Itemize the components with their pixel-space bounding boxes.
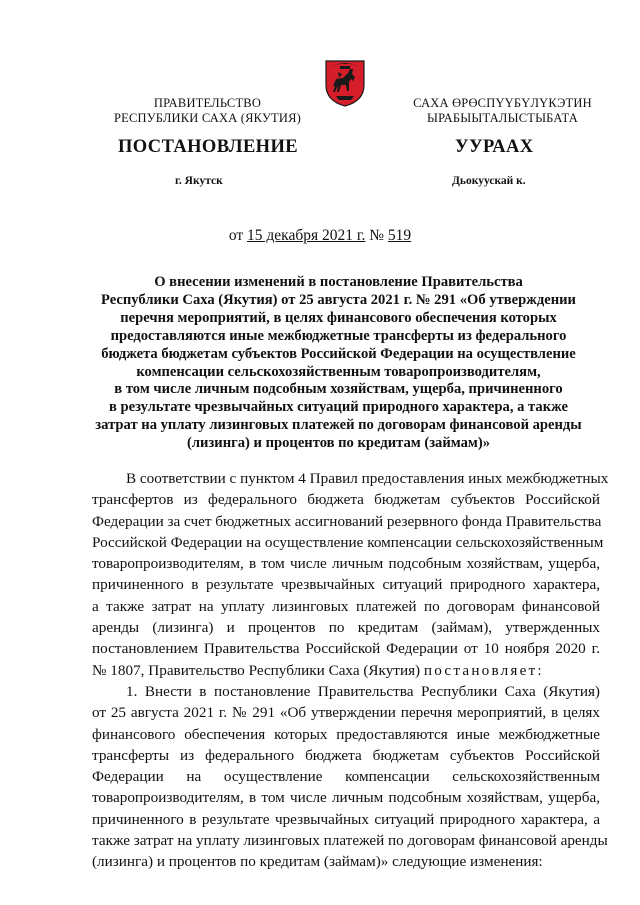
title-line: затрат на уплату лизинговых платежей по договорам финансовой аренды (95, 417, 582, 434)
body-line: а также затрат на уплату лизинговых платежей по договорам финансовой (92, 597, 600, 615)
date-prefix: от (228, 227, 248, 244)
body-line: 1. Внести в постановление Правительства Республики Саха (Якутия) (126, 682, 600, 700)
body-line: В соответствии с пунктом 4 Правил предоставления иных межбюджетных (126, 470, 609, 487)
number-sign: № (365, 227, 388, 244)
title-line: компенсации сельскохозяйственным товаропроизводителям, (136, 363, 541, 380)
body-line: Федерации на осуществление компенсации сельскохозяйственным (92, 768, 600, 786)
body-line: причиненного в результате чрезвычайных ситуаций природного характера, (92, 576, 600, 594)
org-right-line-2: ЫРАБЫЫТАЛЫСТЫБАТА (427, 111, 578, 125)
title-line: Республики Саха (Якутия) от 25 августа 2021 г. № 291 «Об утверждении (101, 291, 576, 308)
body-line: от 25 августа 2021 г. № 291 «Об утверждении перечня мероприятий, в целях (92, 704, 600, 722)
preamble-paragraph (92, 468, 609, 681)
title-line: в том числе личным подсобным хозяйствам, ущерба, причиненного (114, 381, 563, 398)
government-name-russian (100, 96, 315, 126)
document-title (86, 274, 591, 453)
document-body (92, 468, 609, 873)
title-line: бюджета бюджетам субъектов Российской Федерации на осуществление (101, 345, 576, 362)
body-line: аренды (лизинга) и процентов по кредитам (займам), утвержденных (92, 619, 600, 637)
body-line: постановлением Правительства Российской Федерации от 10 ноября 2020 г. (92, 640, 600, 658)
body-line: товаропроизводителям, в том числе личным подсобным хозяйствам, ущерба, (92, 555, 600, 573)
title-line: перечня мероприятий, в целях финансового обеспечения которых (120, 309, 557, 326)
body-line-text: № 1807, Правительство Республики Саха (Якутия) (92, 661, 424, 679)
body-line: товаропроизводителям, в том числе личным подсобным хозяйствам, ущерба, (92, 789, 600, 807)
org-left-line-1: ПРАВИТЕЛЬСТВО (153, 96, 262, 110)
body-line: трансферты из федерального бюджета бюджетам субъектов Российской (92, 746, 600, 764)
document-type-sakha: УУРААХ (455, 137, 534, 157)
body-line: также затрат на уплату лизинговых платежей по договорам финансовой аренды (92, 832, 608, 850)
body-line: трансфертов из федерального бюджета бюджетам субъектов Российской (92, 491, 600, 509)
item-1-paragraph (92, 681, 608, 873)
body-line: Российской Федерации на осуществление компенсации сельскохозяйственным (92, 533, 604, 551)
document-type-russian: ПОСТАНОВЛЕНИЕ (118, 137, 299, 157)
city-russian: г. Якутск (175, 175, 223, 187)
document-date: 15 декабря 2021 г. (247, 227, 366, 244)
title-line: (лизинга) и процентов по кредитам (займам)» (186, 435, 491, 452)
date-and-number (0, 227, 640, 245)
body-line: причиненного в результате чрезвычайных ситуаций природного характера, а (92, 810, 600, 828)
title-line: предоставляются иные межбюджетные трансферты из федерального (110, 327, 567, 344)
title-line: в результате чрезвычайных ситуаций природного характера, а также (109, 399, 568, 416)
body-line (92, 660, 600, 681)
body-line: (лизинга) и процентов по кредитам (займам)» следующие изменения: (92, 853, 543, 871)
document-number: 519 (387, 227, 412, 244)
city-sakha: Дьокуускай к. (452, 175, 526, 187)
decree-word: постановляет: (423, 661, 544, 679)
title-line: О внесении изменений в постановление Правительства (154, 274, 523, 290)
government-name-sakha (390, 96, 615, 126)
coat-of-arms-icon (322, 58, 368, 108)
body-line: финансового обеспечения которых предоставляются иные межбюджетные (92, 725, 600, 743)
org-right-line-1: САХА ӨРӨСПҮҮБҮЛҮКЭТИН (413, 96, 592, 110)
org-left-line-2: РЕСПУБЛИКИ САХА (ЯКУТИЯ) (114, 111, 301, 125)
body-line: Федерации за счет бюджетных ассигнований резервного фонда Правительства (92, 512, 602, 530)
